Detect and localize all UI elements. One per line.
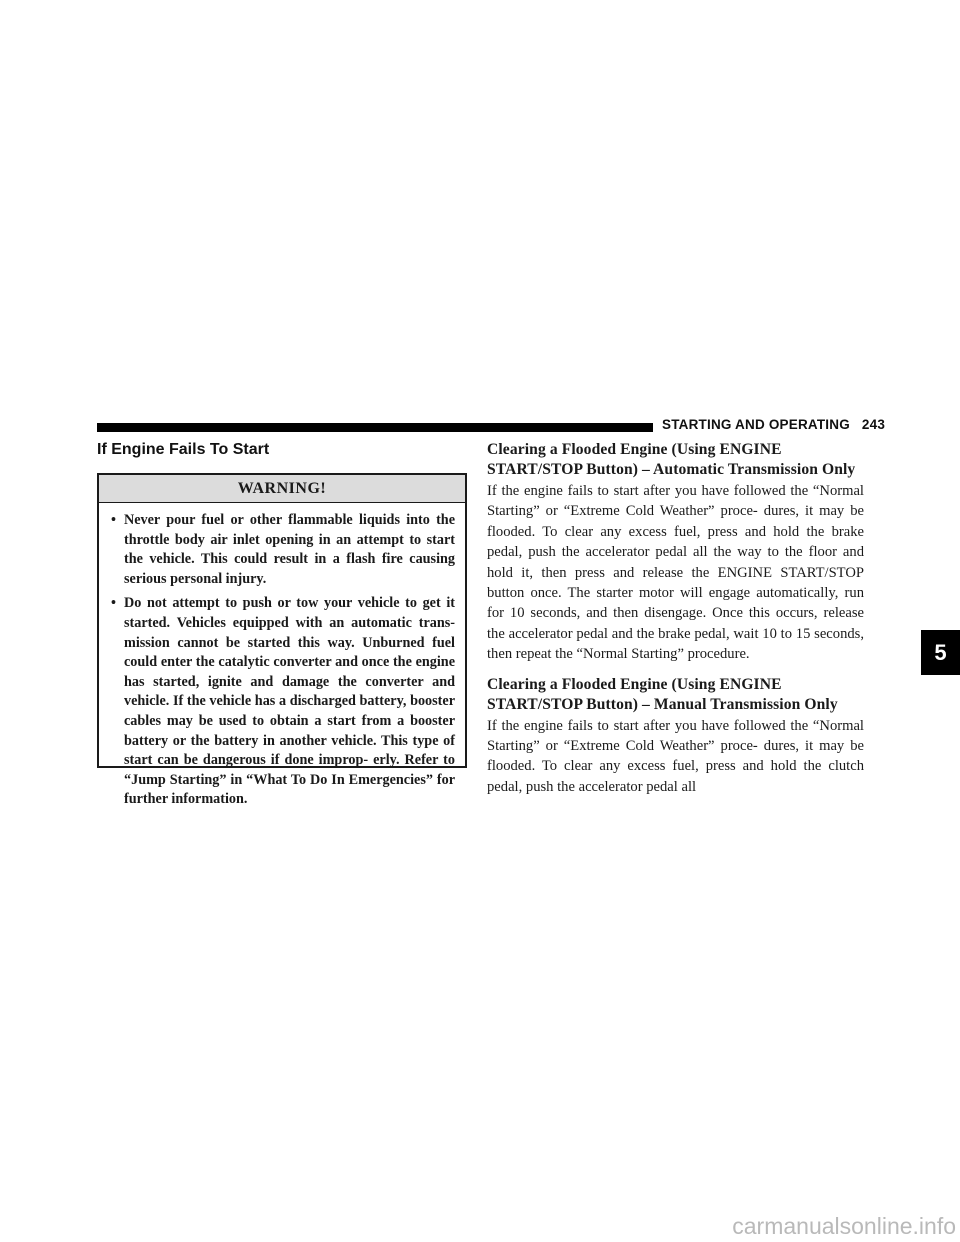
subsection-body-manual: If the engine fails to start after you have followed the “Normal Starting” or “Extreme Cold Weather” proce- dures, it may be flooded. To clear any excess fuel, press and hold the clutch pedal, push the accelerator pedal all: [487, 717, 864, 795]
warning-item: [111, 594, 455, 810]
warning-heading: WARNING!: [99, 475, 465, 503]
subsection-heading-automatic: Clearing a Flooded Engine (Using ENGINE START/STOP Button) – Automatic Transmission Only: [487, 441, 856, 478]
subsection-body-automatic: If the engine fails to start after you have followed the “Normal Starting” or “Extreme Cold Weather” proce- dures, it may be flooded. To clear any excess fuel, press and hold the brake pedal, push the accelerator pedal all the way to the floor and hold it, then press and release the ENGINE START/STOP button once. The starter motor will engage automatically, run for 10 seconds, and then disengage. Once this occurs, release the accelerator pedal and the brake pedal, wait 10 to 15 seconds, then repeat the “Normal Starting” procedure.: [487, 483, 864, 663]
right-column: [487, 440, 864, 797]
warning-item-text: Do not attempt to push or tow your vehicle to get it started. Vehicles equipped with an automatic trans- mission cannot be started this way. Unburned fuel could enter the catalytic converter and once the engine has started, ignite and damage the converter and vehicle. If the vehicle has a discharged battery, booster cables may be used to obtain a start from a booster battery or the battery in another vehicle. This type of start can be dangerous if done improp- erly. Refer to “Jump Starting” in “What To Do In Emergencies” for further information.: [124, 595, 455, 808]
subsection-heading-manual: Clearing a Flooded Engine (Using ENGINE START/STOP Button) – Manual Transmission Only: [487, 675, 838, 713]
watermark-logo: carmanualsonline.info: [732, 1213, 956, 1239]
warning-box: [97, 473, 467, 808]
bullet-icon: •: [111, 595, 116, 612]
page-number: 243: [861, 417, 886, 432]
chapter-tab: 5: [921, 630, 960, 675]
bullet-icon: •: [111, 512, 116, 528]
warning-item: [111, 511, 455, 589]
section-title: If Engine Fails To Start: [97, 441, 270, 458]
running-header: [662, 417, 885, 432]
warning-list: [99, 503, 465, 810]
header-rule: [97, 423, 653, 432]
header-section-title: STARTING AND OPERATING: [662, 417, 850, 432]
warning-item-text: Never pour fuel or other flammable liquids into the throttle body air inlet opening in an attempt to start the vehicle. This could result in a flash fire causing serious personal injury.: [124, 512, 455, 587]
